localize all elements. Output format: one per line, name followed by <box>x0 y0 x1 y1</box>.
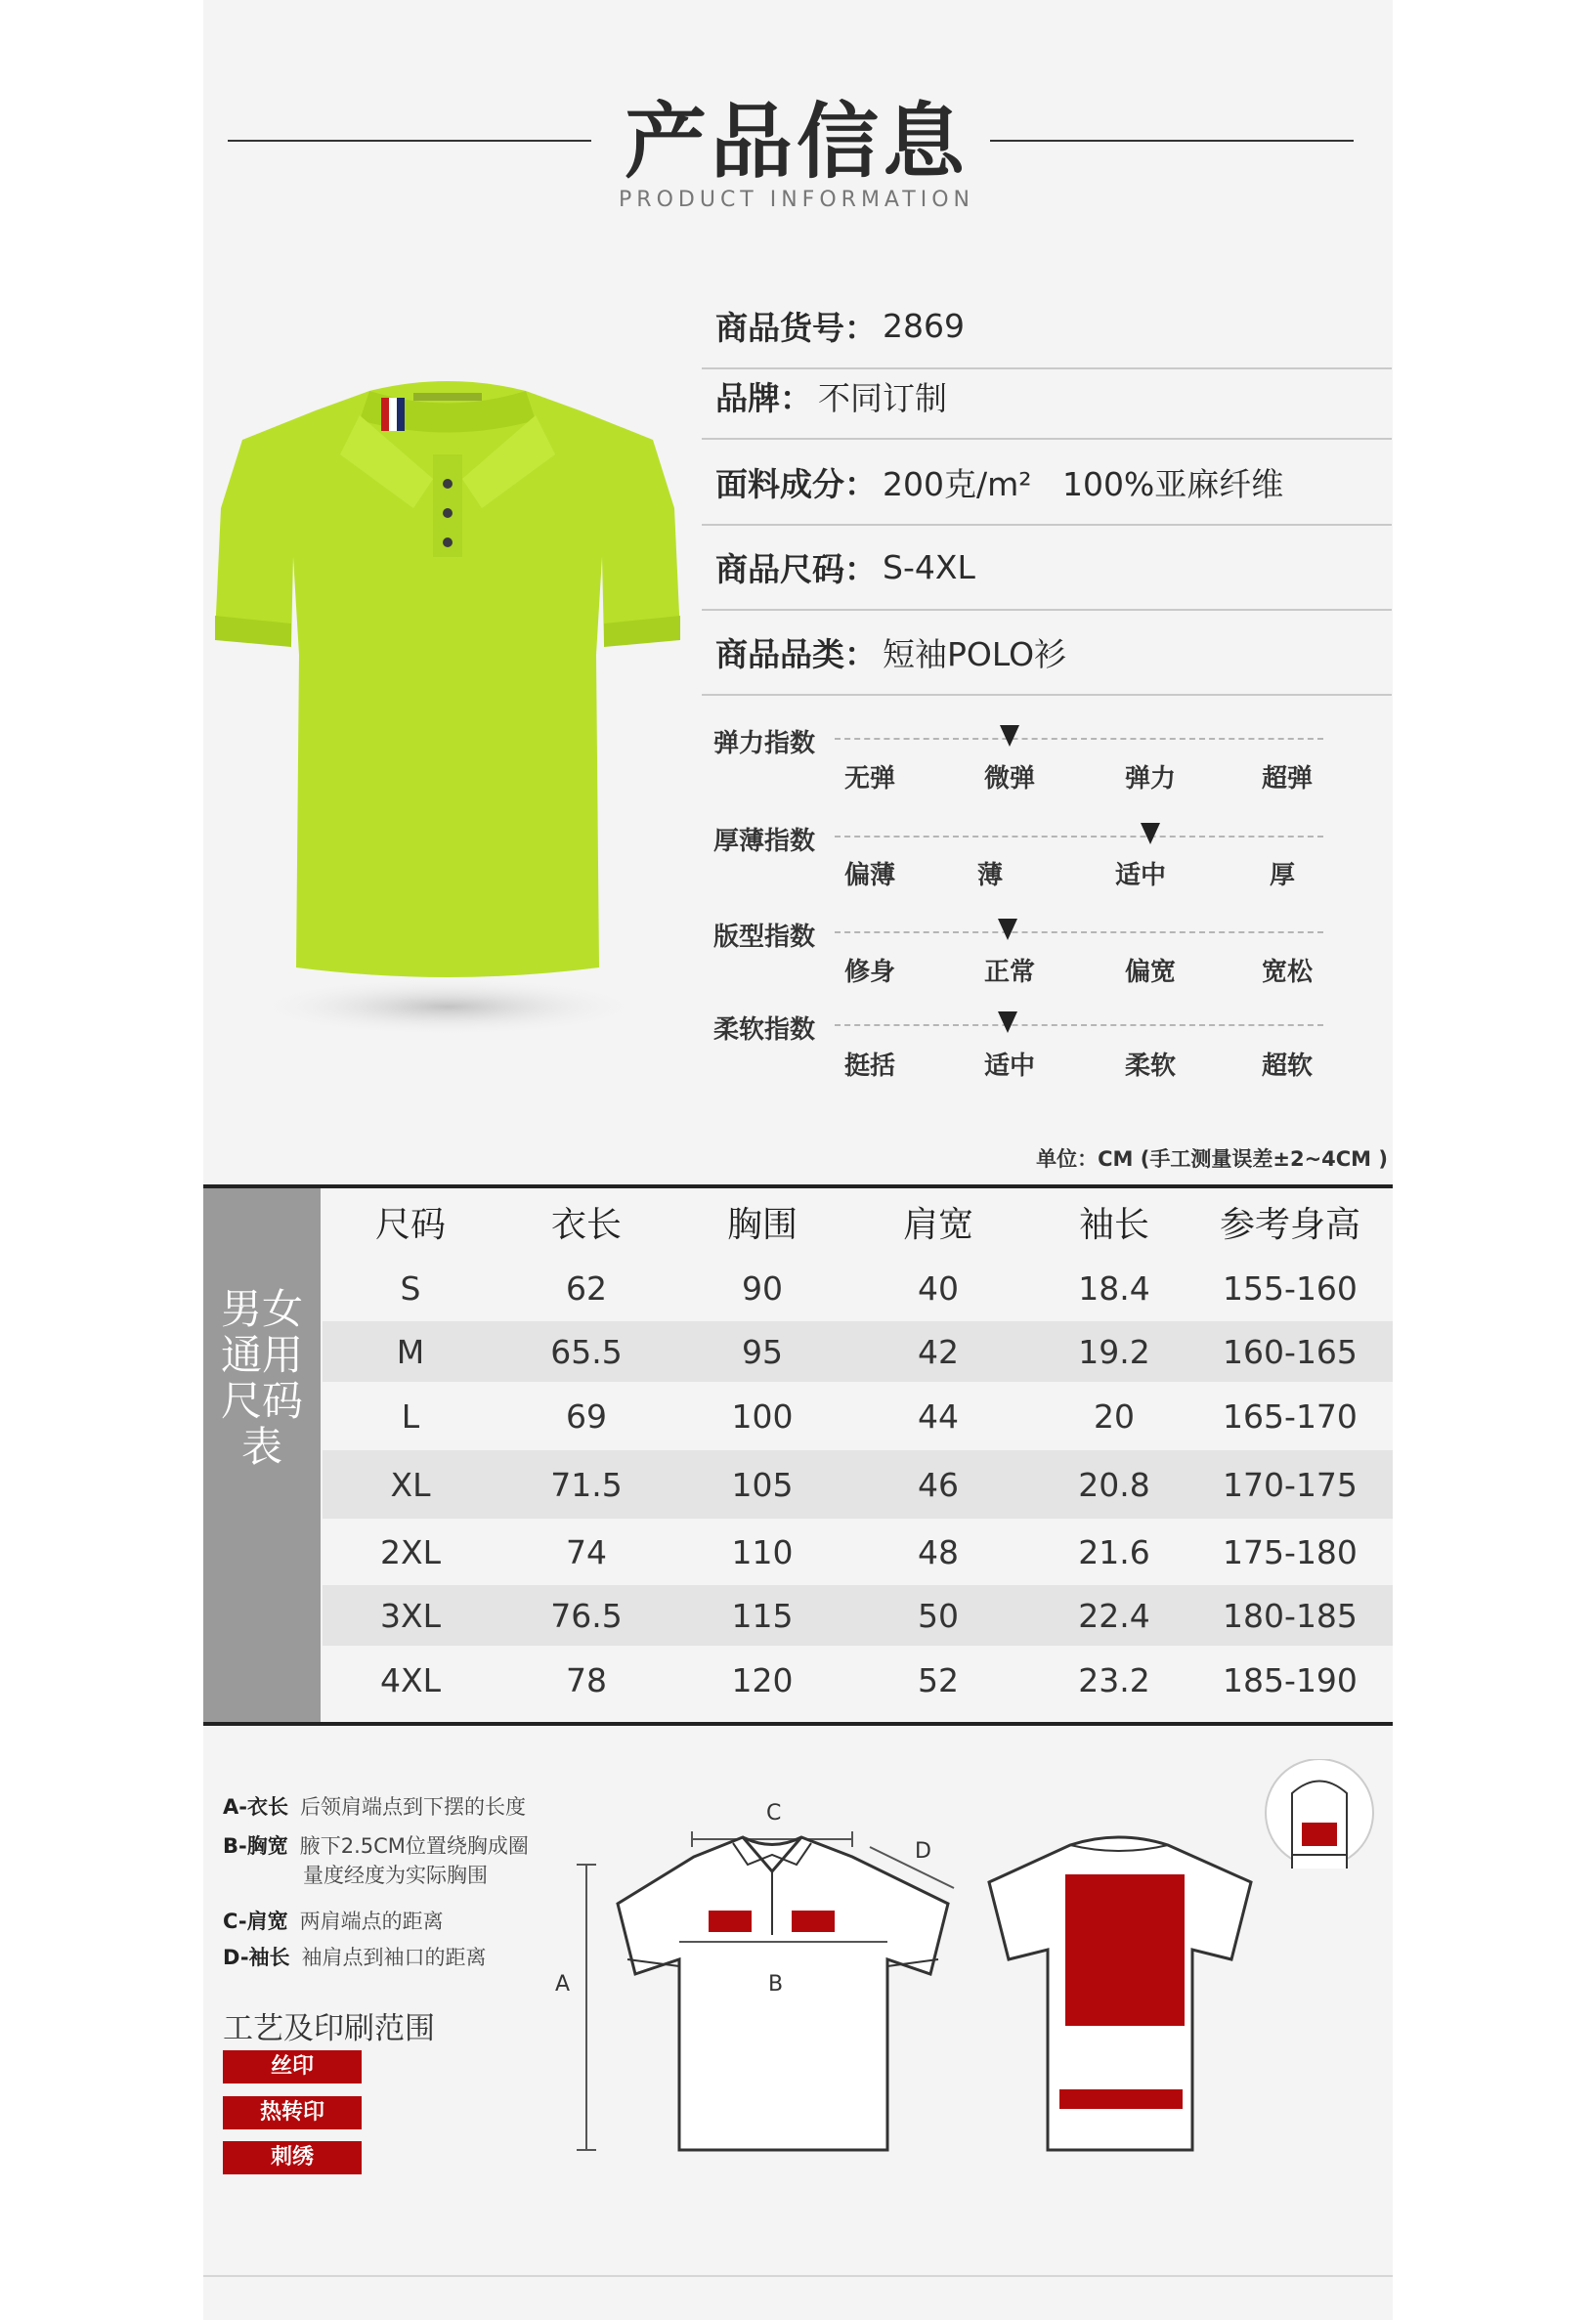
table-cell: M <box>396 1332 425 1371</box>
title-rule-right <box>990 140 1354 142</box>
table-cell: 180-185 <box>1223 1596 1358 1635</box>
table-row <box>323 1450 1393 1519</box>
table-cell: 71.5 <box>550 1465 623 1504</box>
legend-item-shoulder <box>223 1906 444 1935</box>
legend-item-chest <box>223 1830 529 1860</box>
table-cell: 2XL <box>380 1532 441 1571</box>
info-row-brand <box>702 354 1392 440</box>
table-cell: 50 <box>918 1596 959 1635</box>
index-option: 薄 <box>976 861 1003 890</box>
table-row <box>323 1321 1393 1382</box>
table-cell: 40 <box>918 1268 959 1308</box>
index-marker-icon <box>998 919 1017 940</box>
table-row <box>323 1519 1393 1585</box>
back-hem-print-area <box>1059 2089 1183 2109</box>
info-row-fabric <box>702 440 1392 526</box>
sleeve-print-area <box>1302 1823 1337 1846</box>
table-cell: 78 <box>566 1660 607 1699</box>
page-subtitle: PRODUCT INFORMATION <box>619 188 974 212</box>
index-marker-icon <box>998 1011 1017 1033</box>
index-option: 偏薄 <box>843 861 895 890</box>
table-cell: 21.6 <box>1078 1532 1150 1571</box>
table-cell: 185-190 <box>1223 1660 1358 1699</box>
index-option: 偏宽 <box>1124 958 1176 987</box>
table-cell: 62 <box>566 1268 607 1308</box>
table-cell: 90 <box>742 1268 783 1308</box>
table-cell: 110 <box>731 1532 794 1571</box>
index-option: 适中 <box>983 1052 1035 1081</box>
index-label: 版型指数 <box>713 923 816 952</box>
index-scale-line <box>835 738 1323 740</box>
size-table-side-text: 男女通用尺码表 <box>220 1285 303 1471</box>
index-scale-line <box>835 931 1323 933</box>
info-value: S-4XL <box>883 547 975 586</box>
table-header-cell: 肩宽 <box>902 1204 973 1245</box>
dimension-label-b: B <box>768 1972 784 1997</box>
page-title: 产品信息 <box>624 94 969 190</box>
dimension-label-a: A <box>555 1972 571 1997</box>
table-row <box>323 1255 1393 1321</box>
table-cell: 170-175 <box>1223 1465 1358 1504</box>
table-cell: 74 <box>566 1532 607 1571</box>
table-cell: 120 <box>731 1660 794 1699</box>
legend-desc: 腋下2.5CM位置绕胸成圈 <box>299 1834 529 1858</box>
size-table <box>203 1184 1393 1726</box>
index-label: 柔软指数 <box>713 1015 816 1045</box>
table-cell: 42 <box>918 1332 959 1371</box>
size-table-side-label <box>203 1188 321 1722</box>
index-option: 柔软 <box>1124 1052 1176 1081</box>
info-label: 商品货号： <box>715 308 877 347</box>
info-row-size <box>702 525 1392 611</box>
table-cell: 44 <box>918 1396 959 1436</box>
table-cell: 100 <box>731 1396 794 1436</box>
back-large-print-area <box>1065 1874 1185 2026</box>
legend-key: A-衣长 <box>223 1795 288 1819</box>
table-cell: 3XL <box>380 1596 441 1635</box>
legend-desc: 后领肩端点到下摆的长度 <box>299 1795 526 1819</box>
table-cell: 115 <box>731 1596 794 1635</box>
table-cell: 4XL <box>380 1660 441 1699</box>
table-cell: 19.2 <box>1078 1332 1150 1371</box>
info-label: 品牌： <box>715 378 812 417</box>
legend-item-length <box>223 1791 526 1821</box>
info-label: 面料成分： <box>715 464 877 503</box>
info-value: 200克/m² 100%亚麻纤维 <box>883 464 1284 503</box>
index-marker-icon <box>1141 823 1160 844</box>
table-cell: 155-160 <box>1223 1268 1358 1308</box>
info-row-category <box>702 610 1392 696</box>
table-cell: 69 <box>566 1396 607 1436</box>
table-cell: 165-170 <box>1223 1396 1358 1436</box>
table-cell: XL <box>390 1465 431 1504</box>
table-header-cell: 尺码 <box>374 1204 446 1245</box>
index-option: 宽松 <box>1261 958 1313 987</box>
legend-item-sleeve <box>223 1942 487 1971</box>
bottom-divider <box>203 2275 1393 2277</box>
table-cell: 105 <box>731 1465 794 1504</box>
table-cell: 20 <box>1094 1396 1135 1436</box>
index-option: 修身 <box>843 958 895 987</box>
table-cell: L <box>401 1396 420 1436</box>
index-option: 正常 <box>983 958 1035 987</box>
info-value: 2869 <box>883 306 965 345</box>
table-cell: 52 <box>918 1660 959 1699</box>
index-scale-line <box>835 1024 1323 1026</box>
table-cell: 20.8 <box>1078 1465 1150 1504</box>
info-value: 不同订制 <box>818 378 947 417</box>
info-value: 短袖POLO衫 <box>883 634 1067 673</box>
table-row <box>323 1585 1393 1646</box>
index-scale-line <box>835 836 1323 838</box>
table-header-cell: 参考身高 <box>1219 1204 1360 1245</box>
index-option: 超弹 <box>1261 764 1313 794</box>
craft-section-title: 工艺及印刷范围 <box>223 2011 435 2046</box>
craft-tag-embroidery: 刺绣 <box>223 2141 362 2174</box>
legend-desc: 袖肩点到袖口的距离 <box>301 1946 487 1969</box>
table-cell: 46 <box>918 1465 959 1504</box>
legend-key: D-袖长 <box>223 1946 290 1969</box>
table-cell: 18.4 <box>1078 1268 1150 1308</box>
craft-tag-screen-print: 丝印 <box>223 2050 362 2084</box>
index-option: 适中 <box>1114 861 1166 890</box>
legend-item-chest-note <box>303 1860 488 1889</box>
table-cell: S <box>400 1268 421 1308</box>
front-right-print-area <box>792 1911 835 1932</box>
table-header-cell: 胸围 <box>726 1204 798 1245</box>
front-left-print-area <box>709 1911 752 1932</box>
table-row <box>323 1646 1393 1714</box>
craft-tag-heat-transfer: 热转印 <box>223 2096 362 2129</box>
table-cell: 76.5 <box>550 1596 623 1635</box>
legend-key: C-肩宽 <box>223 1910 288 1933</box>
table-header-cell: 袖长 <box>1078 1204 1149 1245</box>
index-option: 弹力 <box>1124 764 1176 794</box>
info-label: 商品品类： <box>715 634 877 673</box>
table-header-cell: 衣长 <box>550 1204 622 1245</box>
index-option: 无弹 <box>843 764 895 794</box>
measurement-diagram <box>547 1759 1398 2170</box>
index-marker-icon <box>1000 725 1019 747</box>
index-option: 挺括 <box>843 1052 895 1081</box>
table-cell: 48 <box>918 1532 959 1571</box>
table-cell: 65.5 <box>550 1332 623 1371</box>
index-option: 厚 <box>1269 861 1295 890</box>
table-cell: 22.4 <box>1078 1596 1150 1635</box>
table-row <box>323 1382 1393 1450</box>
table-cell: 160-165 <box>1223 1332 1358 1371</box>
title-rule-left <box>228 140 591 142</box>
index-label: 弹力指数 <box>713 729 816 758</box>
dimension-label-d: D <box>915 1839 931 1864</box>
legend-desc: 量度经度为实际胸围 <box>303 1864 488 1887</box>
index-label: 厚薄指数 <box>713 827 816 856</box>
polo-shirt-image <box>213 362 682 1046</box>
unit-note: 单位：CM (手工测量误差±2~4CM ) <box>1036 1147 1388 1171</box>
index-option: 微弹 <box>983 764 1035 794</box>
table-cell: 95 <box>742 1332 783 1371</box>
legend-key: B-胸宽 <box>223 1834 288 1858</box>
legend-desc: 两肩端点的距离 <box>299 1910 444 1933</box>
table-cell: 23.2 <box>1078 1660 1150 1699</box>
table-cell: 175-180 <box>1223 1532 1358 1571</box>
table-header-row <box>323 1188 1393 1255</box>
info-label: 商品尺码： <box>715 549 877 588</box>
dimension-label-c: C <box>766 1801 782 1826</box>
index-option: 超软 <box>1261 1052 1313 1081</box>
